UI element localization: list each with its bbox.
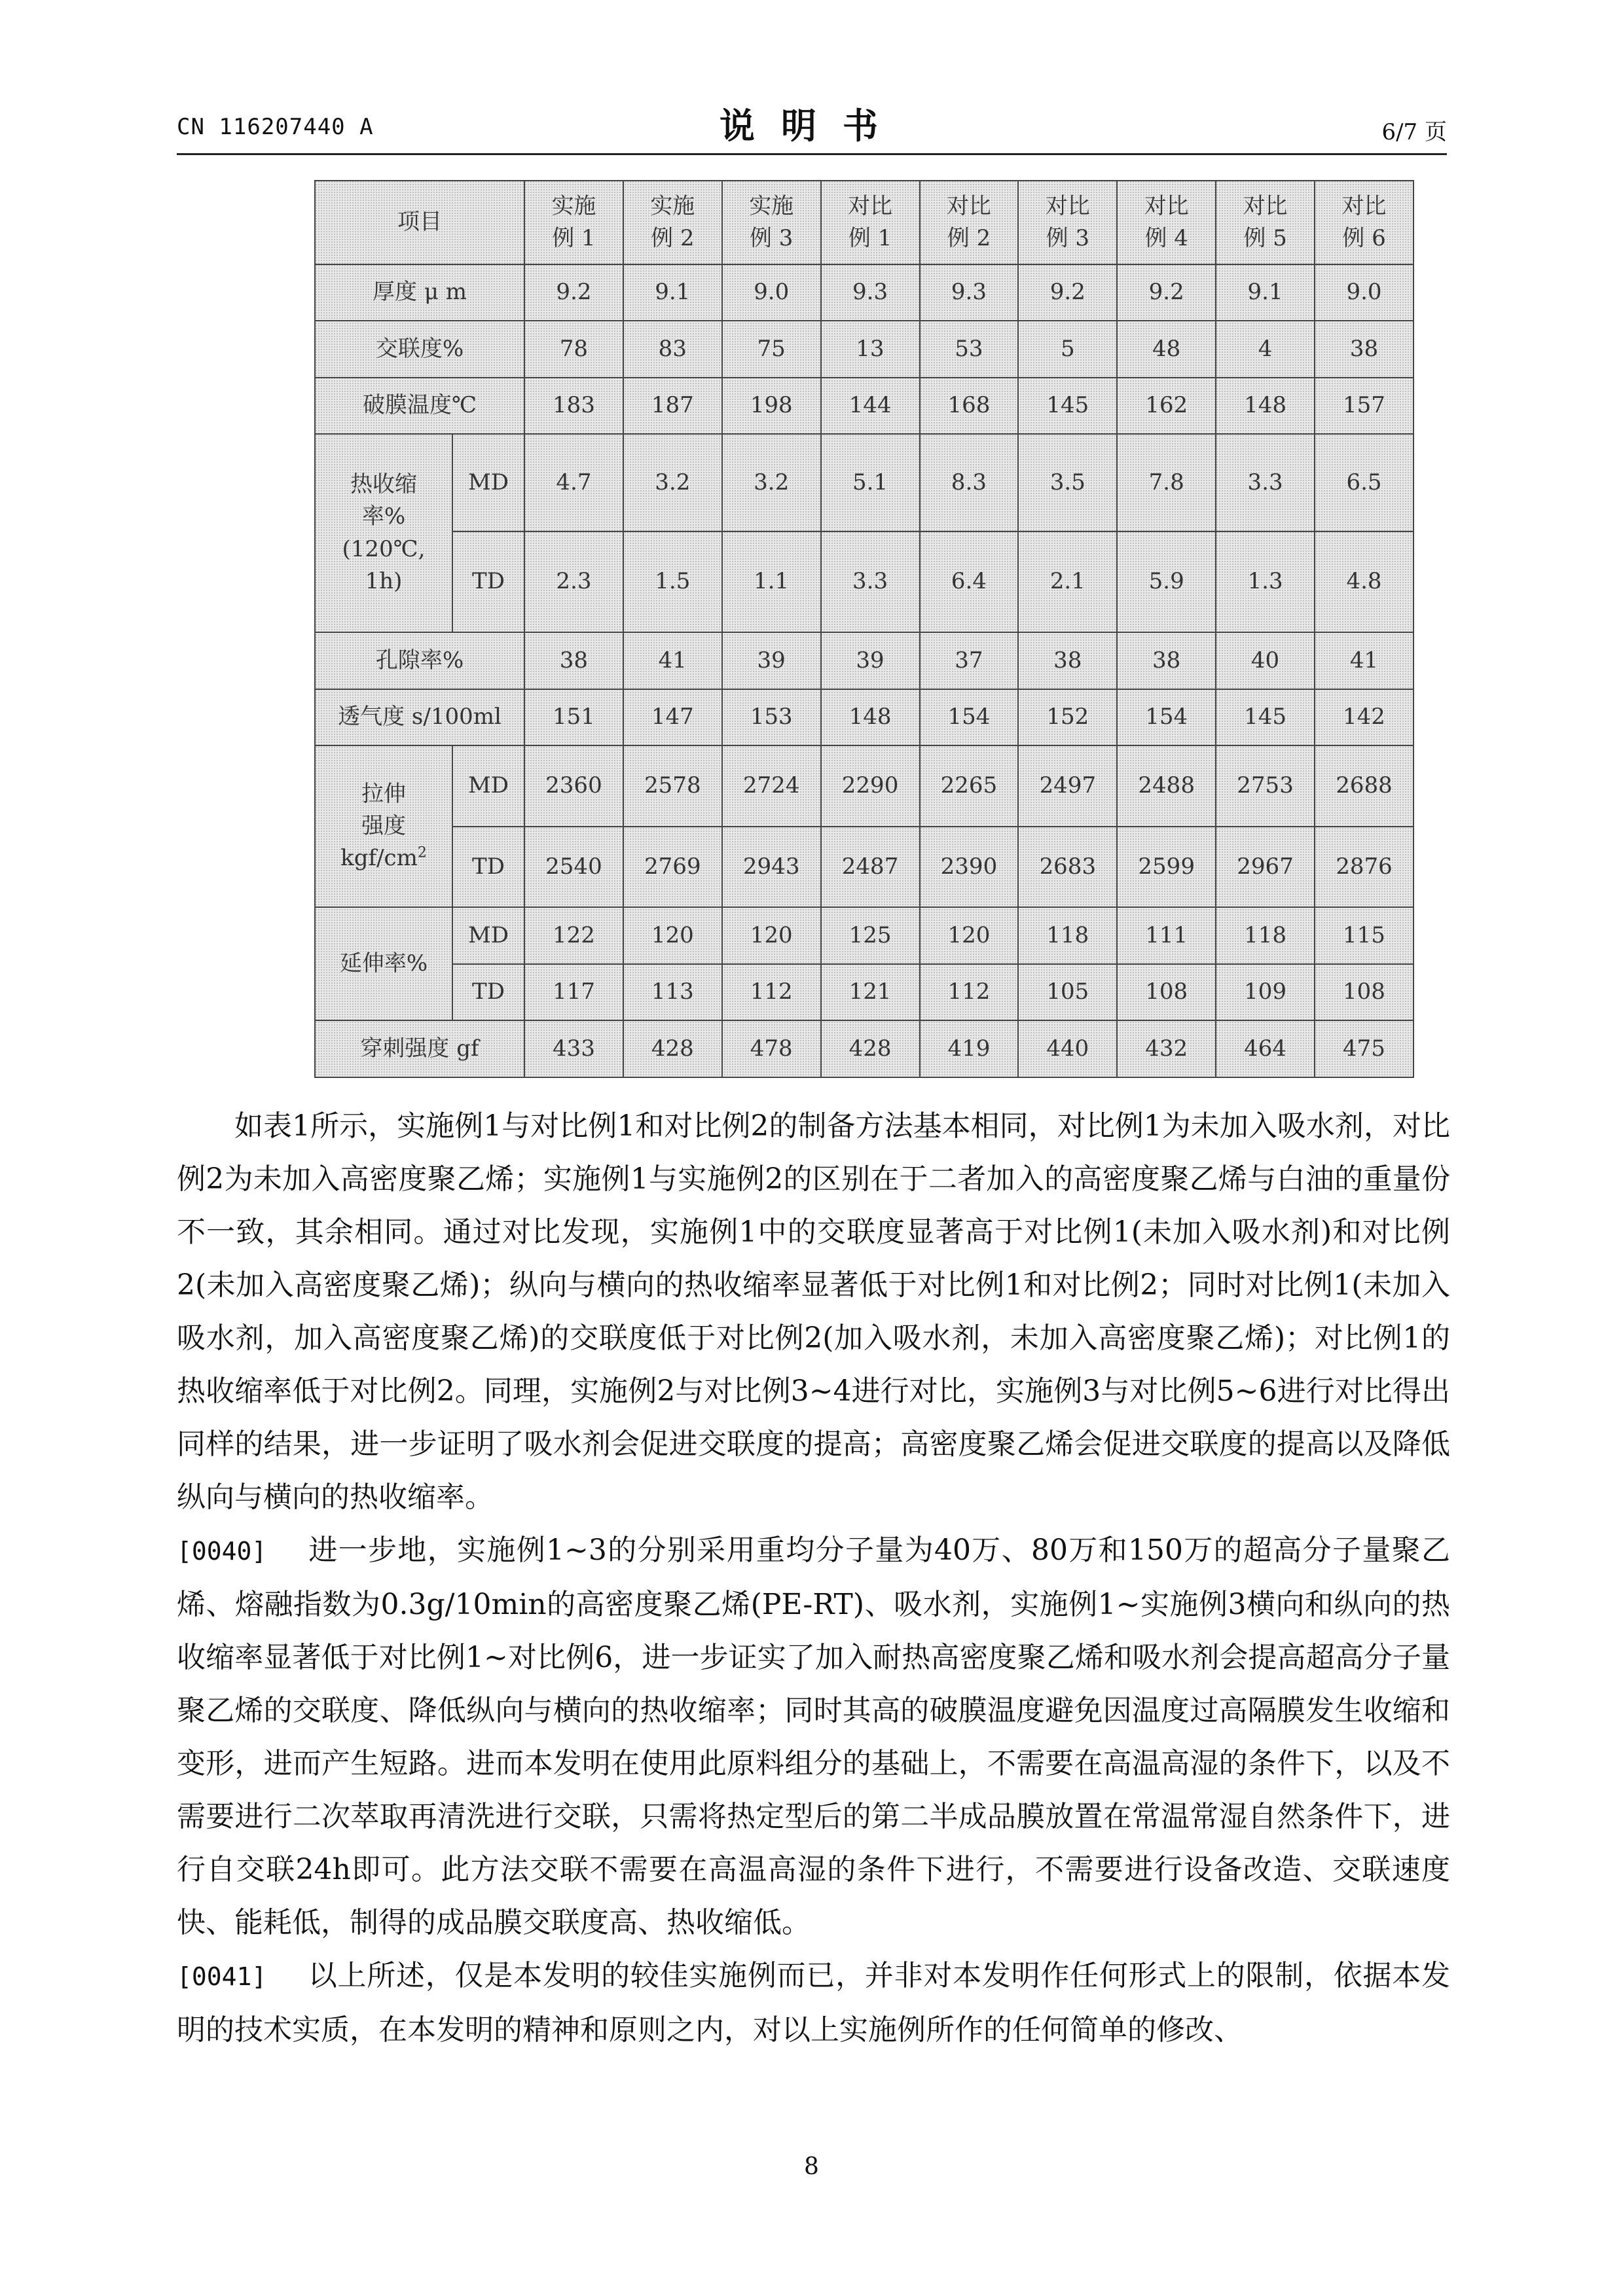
paragraph-text: 进一步地，实施例1~3的分别采用重均分子量为40万、80万和150万的超高分子量聚乙烯、熔融指数为0.3g/10min的高密度聚乙烯(PE-RT)、吸水剂，实施例1~实施例3横向和纵向的热收缩率显著低于对比例1~对比例6，进一步证实了加入耐热高密度聚乙烯和吸水剂会提高超高分子量聚乙烯的交联度、降低纵向与横向的热收缩率；同时其高的破膜温度避免因温度过高隔膜发生收缩和变形，进而产生短路。进而本发明在使用此原料组分的基础上，不需要在高温高湿的条件下，以及不需要进行二次萃取再清洗进行交联，只需将热定型后的第二半成品膜放置在常温常湿自然条件下，进行自交联24h即可。此方法交联不需要在高温高湿的条件下进行，不需要进行设备改造、交联速度快、能耗低，制得的成品膜交联度高、热收缩低。 — [177, 1534, 1450, 1939]
direction-label: TD — [452, 531, 524, 633]
table-cell: 9.1 — [623, 264, 722, 321]
table-cell: 1.5 — [623, 531, 722, 633]
table-cell: 109 — [1216, 964, 1315, 1021]
table-cell: 4.7 — [524, 434, 623, 531]
table-cell: 78 — [524, 321, 623, 378]
row-label: 孔隙率% — [315, 632, 524, 689]
table-cell: 2769 — [623, 827, 722, 908]
table-cell: 117 — [524, 964, 623, 1021]
table-cell: 9.2 — [524, 264, 623, 321]
table-cell: 4 — [1216, 321, 1315, 378]
table-cell: 115 — [1315, 907, 1413, 964]
table-cell: 41 — [1315, 632, 1413, 689]
table-cell: 9.2 — [1117, 264, 1216, 321]
table-cell: 2265 — [920, 745, 1019, 827]
direction-label: MD — [452, 745, 524, 827]
table-row — [315, 632, 1413, 689]
table-cell: 478 — [722, 1020, 821, 1077]
row-label-tensile: 拉伸 强度 kgf/$cm^2$ — [315, 745, 452, 907]
results-table — [314, 180, 1414, 1078]
table-cell: 2724 — [722, 745, 821, 827]
table-cell: 6.5 — [1315, 434, 1413, 531]
table-header-row — [315, 181, 1413, 264]
table-cell: 147 — [623, 689, 722, 746]
table-cell: 152 — [1018, 689, 1117, 746]
row-label: 交联度% — [315, 321, 524, 378]
page-number: 8 — [804, 2153, 819, 2180]
table-cell: 428 — [623, 1020, 722, 1077]
table-cell: 39 — [821, 632, 920, 689]
column-header: 实施 例 1 — [524, 181, 623, 264]
paragraph-text: 以上所述，仅是本发明的较佳实施例而已，并非对本发明作任何形式上的限制，依据本发明的技术实质，在本发明的精神和原则之内，对以上实施例所作的任何简单的修改、 — [177, 1959, 1450, 2047]
row-label: 厚度 μ m — [315, 264, 524, 321]
table-cell: 112 — [920, 964, 1019, 1021]
header-item-cell: 项目 — [315, 181, 524, 264]
paragraph-0041 — [177, 1949, 1450, 2056]
page-header — [177, 98, 1447, 151]
table-cell: 475 — [1315, 1020, 1413, 1077]
row-label: 透气度 s/100ml — [315, 689, 524, 746]
table-cell: 120 — [623, 907, 722, 964]
table-cell: 148 — [1216, 378, 1315, 435]
table-cell: 120 — [722, 907, 821, 964]
table-cell: 148 — [821, 689, 920, 746]
page-indicator: 6/7 页 — [1381, 119, 1447, 145]
direction-label: TD — [452, 964, 524, 1021]
table-cell: 48 — [1117, 321, 1216, 378]
document-title: 说明书 — [720, 105, 904, 147]
table-cell: 3.2 — [722, 434, 821, 531]
table-cell: 113 — [623, 964, 722, 1021]
table-cell: 9.0 — [722, 264, 821, 321]
column-header: 对比 例 1 — [821, 181, 920, 264]
table-cell: 1.3 — [1216, 531, 1315, 633]
table-cell: 38 — [1315, 321, 1413, 378]
table-cell: 4.8 — [1315, 531, 1413, 633]
column-header: 实施 例 2 — [623, 181, 722, 264]
table-cell: 145 — [1216, 689, 1315, 746]
table-cell: 2688 — [1315, 745, 1413, 827]
table-cell: 151 — [524, 689, 623, 746]
table-cell: 2488 — [1117, 745, 1216, 827]
row-label-shrinkage: 热收缩 率% (120℃, 1h) — [315, 434, 452, 632]
table-cell: 5 — [1018, 321, 1117, 378]
table-cell: 9.3 — [920, 264, 1019, 321]
table-cell: 2943 — [722, 827, 821, 908]
table-cell: 157 — [1315, 378, 1413, 435]
table-cell: 38 — [1018, 632, 1117, 689]
table-row — [315, 745, 1413, 827]
table-cell: 142 — [1315, 689, 1413, 746]
header-divider — [177, 153, 1447, 155]
table-cell: 7.8 — [1117, 434, 1216, 531]
table-cell: 433 — [524, 1020, 623, 1077]
table-row — [315, 321, 1413, 378]
column-header: 对比 例 5 — [1216, 181, 1315, 264]
table-cell: 9.3 — [821, 264, 920, 321]
table-cell: 2390 — [920, 827, 1019, 908]
table-cell: 144 — [821, 378, 920, 435]
table-cell: 118 — [1018, 907, 1117, 964]
table-cell: 2578 — [623, 745, 722, 827]
table-row — [315, 1020, 1413, 1077]
direction-label: MD — [452, 907, 524, 964]
table-cell: 2290 — [821, 745, 920, 827]
table-cell: 122 — [524, 907, 623, 964]
table-cell: 440 — [1018, 1020, 1117, 1077]
table-row — [315, 264, 1413, 321]
table-cell: 3.3 — [1216, 434, 1315, 531]
body-text — [177, 1100, 1450, 2056]
table-cell: 419 — [920, 1020, 1019, 1077]
table-cell: 154 — [1117, 689, 1216, 746]
table-cell: 108 — [1117, 964, 1216, 1021]
column-header: 对比 例 2 — [920, 181, 1019, 264]
table-cell: 105 — [1018, 964, 1117, 1021]
table-cell: 125 — [821, 907, 920, 964]
table-cell: 187 — [623, 378, 722, 435]
table-cell: 5.9 — [1117, 531, 1216, 633]
table-cell: 13 — [821, 321, 920, 378]
table-cell: 3.3 — [821, 531, 920, 633]
table-cell: 40 — [1216, 632, 1315, 689]
paragraph-0040 — [177, 1524, 1450, 1949]
table-cell: 1.1 — [722, 531, 821, 633]
table-cell: 121 — [821, 964, 920, 1021]
table-row — [315, 531, 1413, 633]
table-cell: 8.3 — [920, 434, 1019, 531]
table-cell: 428 — [821, 1020, 920, 1077]
table-cell: 198 — [722, 378, 821, 435]
table-cell: 108 — [1315, 964, 1413, 1021]
paragraph-number: [0040] — [177, 1537, 267, 1566]
direction-label: TD — [452, 827, 524, 908]
row-label: 破膜温度℃ — [315, 378, 524, 435]
patent-number: CN 116207440 A — [177, 114, 374, 140]
table-cell: 2497 — [1018, 745, 1117, 827]
table-cell: 2599 — [1117, 827, 1216, 908]
table-cell: 111 — [1117, 907, 1216, 964]
table-cell: 38 — [1117, 632, 1216, 689]
column-header: 对比 例 4 — [1117, 181, 1216, 264]
paragraph-number: [0041] — [177, 1962, 267, 1991]
table-cell: 39 — [722, 632, 821, 689]
table-row — [315, 907, 1413, 964]
table-cell: 464 — [1216, 1020, 1315, 1077]
table-row — [315, 378, 1413, 435]
table-cell: 9.2 — [1018, 264, 1117, 321]
table-row — [315, 964, 1413, 1021]
table-cell: 9.0 — [1315, 264, 1413, 321]
column-header: 对比 例 3 — [1018, 181, 1117, 264]
row-label: 穿刺强度 gf — [315, 1020, 524, 1077]
table-cell: 3.2 — [623, 434, 722, 531]
table-cell: 154 — [920, 689, 1019, 746]
table-cell: 75 — [722, 321, 821, 378]
table-cell: 83 — [623, 321, 722, 378]
table-cell: 37 — [920, 632, 1019, 689]
table-cell: 112 — [722, 964, 821, 1021]
table-cell: 168 — [920, 378, 1019, 435]
table-row — [315, 827, 1413, 908]
direction-label: MD — [452, 434, 524, 531]
table-cell: 2487 — [821, 827, 920, 908]
table-cell: 3.5 — [1018, 434, 1117, 531]
table-row — [315, 689, 1413, 746]
table-cell: 153 — [722, 689, 821, 746]
table-cell: 120 — [920, 907, 1019, 964]
table-cell: 5.1 — [821, 434, 920, 531]
table-cell: 41 — [623, 632, 722, 689]
table-cell: 38 — [524, 632, 623, 689]
table-cell: 118 — [1216, 907, 1315, 964]
column-header: 对比 例 6 — [1315, 181, 1413, 264]
table-cell: 2540 — [524, 827, 623, 908]
row-label: 延伸率% — [315, 907, 452, 1020]
table-cell: 2.1 — [1018, 531, 1117, 633]
table-cell: 145 — [1018, 378, 1117, 435]
paragraph-table-discussion: 如表1所示，实施例1与对比例1和对比例2的制备方法基本相同，对比例1为未加入吸水剂，对比例2为未加入高密度聚乙烯；实施例1与实施例2的区别在于二者加入的高密度聚乙烯与白油的重量份不一致，其余相同。通过对比发现，实施例1中的交联度显著高于对比例1(未加入吸水剂)和对比例2(未加入高密度聚乙烯)；纵向与横向的热收缩率显著低于对比例1和对比例2；同时对比例1(未加入吸水剂，加入高密度聚乙烯)的交联度低于对比例2(加入吸水剂，未加入高密度聚乙烯)；对比例1的热收缩率低于对比例2。同理，实施例2与对比例3~4进行对比，实施例3与对比例5~6进行对比得出同样的结果，进一步证明了吸水剂会促进交联度的提高；高密度聚乙烯会促进交联度的提高以及降低纵向与横向的热收缩率。 — [177, 1109, 1450, 1514]
table-cell: 2967 — [1216, 827, 1315, 908]
column-header: 实施 例 3 — [722, 181, 821, 264]
table-row — [315, 434, 1413, 531]
table-cell: 2360 — [524, 745, 623, 827]
table-cell: 53 — [920, 321, 1019, 378]
table-cell: 162 — [1117, 378, 1216, 435]
table-cell: 183 — [524, 378, 623, 435]
table-cell: 2683 — [1018, 827, 1117, 908]
table-cell: 6.4 — [920, 531, 1019, 633]
table-cell: 2876 — [1315, 827, 1413, 908]
table-cell: 9.1 — [1216, 264, 1315, 321]
table-cell: 2.3 — [524, 531, 623, 633]
table-cell: 432 — [1117, 1020, 1216, 1077]
table-cell: 2753 — [1216, 745, 1315, 827]
